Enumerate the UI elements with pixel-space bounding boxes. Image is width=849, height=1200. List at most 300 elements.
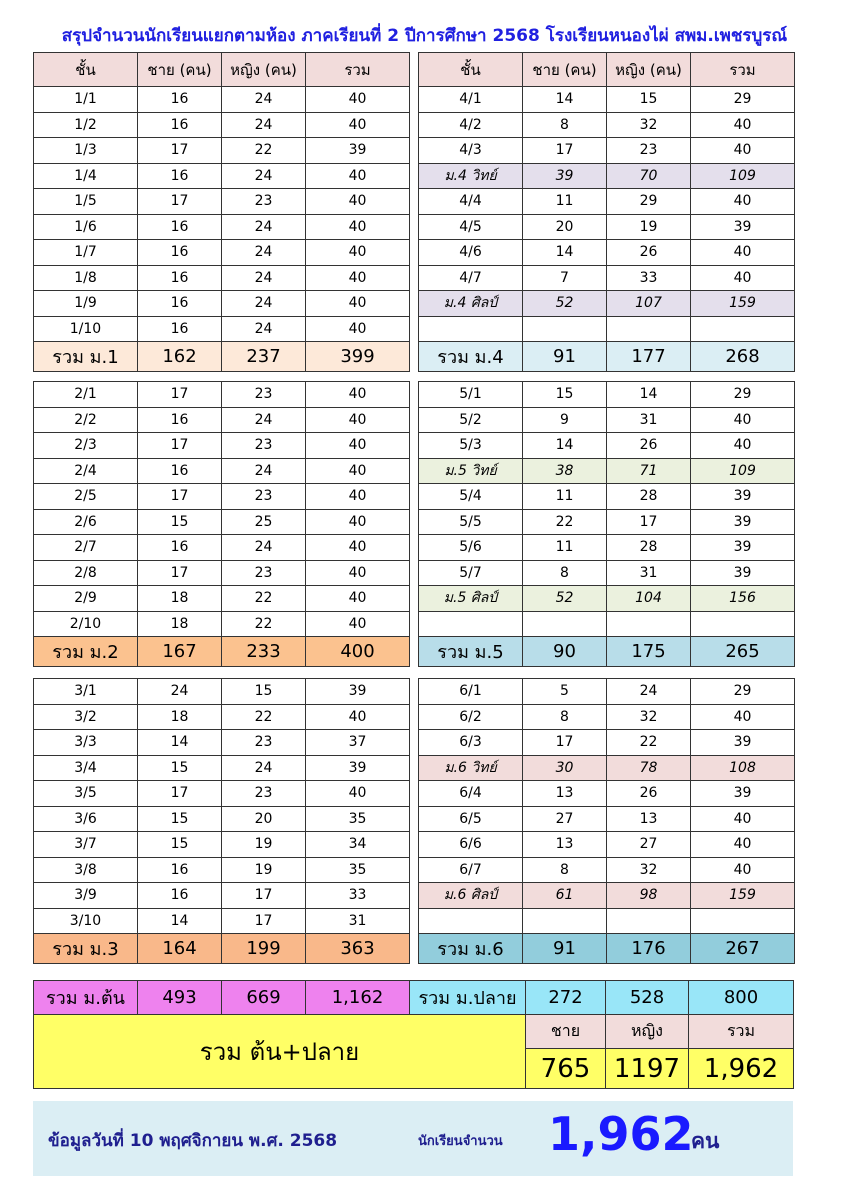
total-count-cell: 40 (306, 407, 410, 433)
class-name-cell: ม.5 ศิลป์ (419, 586, 523, 612)
male-count-cell: 18 (138, 586, 222, 612)
male-count-cell: 8 (523, 112, 607, 138)
grade-male-total: 90 (523, 637, 607, 667)
grade-total-row (34, 934, 410, 964)
female-count-cell: 32 (607, 112, 691, 138)
class-name-cell: 1/5 (34, 189, 138, 215)
male-count-cell: 16 (138, 163, 222, 189)
male-count-cell: 11 (523, 189, 607, 215)
male-count-cell: 14 (138, 908, 222, 934)
female-count-cell: 23 (222, 560, 306, 586)
male-count-cell: 17 (138, 138, 222, 164)
total-count-cell: 39 (306, 755, 410, 781)
class-row (34, 484, 410, 510)
grade-grand-total: 265 (691, 637, 795, 667)
class-row (34, 586, 410, 612)
female-count-cell: 17 (607, 509, 691, 535)
class-row (419, 908, 795, 934)
class-name-cell: 2/6 (34, 509, 138, 535)
class-row (34, 730, 410, 756)
class-row (34, 189, 410, 215)
class-name-cell: 4/2 (419, 112, 523, 138)
male-count-cell: 15 (138, 806, 222, 832)
class-name-cell (419, 611, 523, 637)
combined-header-row (34, 1015, 794, 1049)
combined-label: รวม ต้น+ปลาย (34, 1015, 526, 1089)
male-count-cell: 17 (523, 138, 607, 164)
class-row (34, 112, 410, 138)
class-row (34, 883, 410, 909)
female-count-cell: 24 (222, 316, 306, 342)
class-name-cell: 5/5 (419, 509, 523, 535)
class-name-cell: 6/1 (419, 679, 523, 705)
female-count-cell: 31 (607, 407, 691, 433)
total-count-cell: 40 (306, 704, 410, 730)
male-count-cell: 14 (523, 87, 607, 113)
male-count-cell: 17 (138, 560, 222, 586)
total-count-cell: 29 (691, 382, 795, 408)
class-name-cell: 3/3 (34, 730, 138, 756)
program-subtotal-row (419, 883, 795, 909)
female-count-cell: 22 (607, 730, 691, 756)
total-count-cell: 40 (691, 189, 795, 215)
female-count-cell: 23 (222, 730, 306, 756)
class-name-cell: ม.5 วิทย์ (419, 458, 523, 484)
class-row (34, 535, 410, 561)
total-count-cell: 40 (306, 87, 410, 113)
female-count-cell: 28 (607, 484, 691, 510)
male-count-cell: 16 (138, 214, 222, 240)
class-name-cell: 4/4 (419, 189, 523, 215)
class-row (34, 704, 410, 730)
total-count-cell: 40 (306, 458, 410, 484)
male-count-cell: 14 (523, 433, 607, 459)
combined-female-value: 1197 (606, 1049, 689, 1089)
female-count-cell: 29 (607, 189, 691, 215)
female-count-cell: 24 (222, 291, 306, 317)
class-name-cell: 3/7 (34, 832, 138, 858)
class-name-cell: 1/7 (34, 240, 138, 266)
total-count-cell (691, 908, 795, 934)
class-name-cell: 3/9 (34, 883, 138, 909)
combined-male-header: ชาย (526, 1015, 606, 1049)
male-count-cell: 16 (138, 265, 222, 291)
total-count-cell (691, 316, 795, 342)
female-count-cell: 15 (222, 679, 306, 705)
grade-male-total: 162 (138, 342, 222, 372)
grade-total-row (419, 934, 795, 964)
class-name-cell: 6/5 (419, 806, 523, 832)
female-count-cell (607, 316, 691, 342)
female-count-cell: 104 (607, 586, 691, 612)
class-row (34, 407, 410, 433)
total-count-cell: 40 (306, 240, 410, 266)
male-count-cell: 16 (138, 316, 222, 342)
total-count-cell: 34 (306, 832, 410, 858)
female-count-cell: 23 (222, 382, 306, 408)
class-name-cell (419, 908, 523, 934)
class-name-cell: 1/1 (34, 87, 138, 113)
male-count-cell: 52 (523, 586, 607, 612)
total-count-cell: 40 (691, 240, 795, 266)
column-header: รวม (306, 53, 410, 87)
grade-male-total: 167 (138, 637, 222, 667)
total-count-cell: 40 (691, 857, 795, 883)
class-name-cell: 5/1 (419, 382, 523, 408)
male-count-cell: 17 (138, 781, 222, 807)
female-count-cell: 26 (607, 781, 691, 807)
total-count-cell: 40 (306, 586, 410, 612)
female-count-cell: 107 (607, 291, 691, 317)
column-header: ชั้น (419, 53, 523, 87)
total-count-cell: 40 (306, 214, 410, 240)
column-header: รวม (691, 53, 795, 87)
total-count-cell: 31 (306, 908, 410, 934)
grade-male-total: 91 (523, 934, 607, 964)
class-row (34, 679, 410, 705)
class-row (419, 535, 795, 561)
grade-grand-total: 363 (306, 934, 410, 964)
class-row (34, 265, 410, 291)
grade-total-label: รวม ม.2 (34, 637, 138, 667)
total-count-cell: 109 (691, 163, 795, 189)
class-name-cell: ม.4 ศิลป์ (419, 291, 523, 317)
class-name-cell: 5/6 (419, 535, 523, 561)
class-table-m1 (33, 52, 410, 372)
data-date: ข้อมูลวันที่ 10 พฤศจิกายน พ.ศ. 2568 (48, 1131, 338, 1151)
class-name-cell: 5/2 (419, 407, 523, 433)
total-count-cell: 40 (306, 316, 410, 342)
lower-grand-total: 1,162 (306, 981, 410, 1015)
class-name-cell: 1/2 (34, 112, 138, 138)
female-count-cell: 23 (607, 138, 691, 164)
class-row (419, 112, 795, 138)
upper-grand-total: 800 (689, 981, 794, 1015)
grade-total-label: รวม ม.5 (419, 637, 523, 667)
class-name-cell: 4/1 (419, 87, 523, 113)
class-name-cell: 3/6 (34, 806, 138, 832)
total-count-cell: 39 (691, 509, 795, 535)
total-count-cell: 40 (306, 291, 410, 317)
total-count-cell: 39 (691, 560, 795, 586)
class-name-cell: 1/8 (34, 265, 138, 291)
female-count-cell: 17 (222, 908, 306, 934)
class-row (419, 189, 795, 215)
grade-total-label: รวม ม.6 (419, 934, 523, 964)
total-count-cell: 40 (691, 433, 795, 459)
female-count-cell: 70 (607, 163, 691, 189)
total-count-cell: 37 (306, 730, 410, 756)
grade-grand-total: 268 (691, 342, 795, 372)
male-count-cell: 17 (138, 484, 222, 510)
grade-female-total: 176 (607, 934, 691, 964)
class-row (34, 611, 410, 637)
male-count-cell: 24 (138, 679, 222, 705)
column-header: หญิง (คน) (607, 53, 691, 87)
class-row (419, 704, 795, 730)
female-count-cell: 24 (222, 214, 306, 240)
male-count-cell: 61 (523, 883, 607, 909)
class-row (419, 240, 795, 266)
grade-male-total: 164 (138, 934, 222, 964)
class-table-m3 (33, 678, 410, 964)
male-count-cell: 16 (138, 240, 222, 266)
male-count-cell: 16 (138, 535, 222, 561)
grade-female-total: 233 (222, 637, 306, 667)
female-count-cell: 19 (222, 857, 306, 883)
class-name-cell (419, 316, 523, 342)
class-name-cell: 3/10 (34, 908, 138, 934)
class-row (419, 560, 795, 586)
female-count-cell (607, 908, 691, 934)
total-count-cell: 40 (691, 112, 795, 138)
lower-total-label: รวม ม.ต้น (34, 981, 138, 1015)
class-row (419, 509, 795, 535)
class-row (34, 382, 410, 408)
class-name-cell: 2/1 (34, 382, 138, 408)
class-row (34, 433, 410, 459)
female-count-cell: 22 (222, 138, 306, 164)
header-row (419, 53, 795, 87)
total-count-cell: 29 (691, 679, 795, 705)
class-name-cell: 1/3 (34, 138, 138, 164)
grade-female-total: 175 (607, 637, 691, 667)
total-count-cell: 40 (691, 407, 795, 433)
female-count-cell: 19 (222, 832, 306, 858)
class-row (34, 163, 410, 189)
total-count-cell: 40 (306, 265, 410, 291)
class-row (419, 407, 795, 433)
class-name-cell: 5/3 (419, 433, 523, 459)
class-name-cell: 1/6 (34, 214, 138, 240)
combined-female-header: หญิง (606, 1015, 689, 1049)
female-count-cell: 24 (222, 112, 306, 138)
class-row (419, 87, 795, 113)
grade-male-total: 91 (523, 342, 607, 372)
class-table-m5 (418, 381, 795, 667)
male-count-cell: 7 (523, 265, 607, 291)
class-row (419, 781, 795, 807)
total-count-cell: 39 (691, 214, 795, 240)
program-subtotal-row (419, 458, 795, 484)
class-name-cell: 4/5 (419, 214, 523, 240)
female-count-cell: 24 (222, 458, 306, 484)
male-count-cell: 16 (138, 857, 222, 883)
male-count-cell: 16 (138, 112, 222, 138)
total-count-cell: 40 (306, 112, 410, 138)
class-row (419, 832, 795, 858)
total-count-cell: 40 (691, 704, 795, 730)
grade-grand-total: 267 (691, 934, 795, 964)
class-name-cell: 1/4 (34, 163, 138, 189)
female-count-cell: 22 (222, 611, 306, 637)
grade-grand-total: 399 (306, 342, 410, 372)
female-count-cell: 25 (222, 509, 306, 535)
class-row (419, 265, 795, 291)
combined-male-value: 765 (526, 1049, 606, 1089)
class-row (34, 908, 410, 934)
male-count-cell: 30 (523, 755, 607, 781)
male-count-cell: 16 (138, 87, 222, 113)
class-name-cell: 5/7 (419, 560, 523, 586)
class-name-cell: 2/3 (34, 433, 138, 459)
grade-total-row (34, 637, 410, 667)
male-count-cell: 18 (138, 704, 222, 730)
grade-female-total: 237 (222, 342, 306, 372)
total-count-cell: 40 (306, 560, 410, 586)
total-count-cell: 39 (691, 484, 795, 510)
female-count-cell: 20 (222, 806, 306, 832)
female-count-cell: 78 (607, 755, 691, 781)
program-subtotal-row (419, 163, 795, 189)
total-count-cell: 39 (306, 138, 410, 164)
male-count-cell: 15 (523, 382, 607, 408)
total-count-cell: 29 (691, 87, 795, 113)
total-count-cell: 39 (691, 535, 795, 561)
male-count-cell: 16 (138, 458, 222, 484)
male-count-cell: 14 (523, 240, 607, 266)
female-count-cell: 24 (222, 265, 306, 291)
class-name-cell: ม.4 วิทย์ (419, 163, 523, 189)
female-count-cell: 32 (607, 704, 691, 730)
program-subtotal-row (419, 586, 795, 612)
column-header: ชั้น (34, 53, 138, 87)
class-name-cell: 3/5 (34, 781, 138, 807)
class-name-cell: 4/6 (419, 240, 523, 266)
female-count-cell: 24 (222, 407, 306, 433)
class-name-cell: 2/7 (34, 535, 138, 561)
class-row (34, 87, 410, 113)
female-count-cell: 17 (222, 883, 306, 909)
male-count-cell: 8 (523, 857, 607, 883)
class-row (419, 138, 795, 164)
class-row (34, 458, 410, 484)
class-row (34, 857, 410, 883)
female-count-cell: 24 (222, 535, 306, 561)
class-row (34, 214, 410, 240)
class-name-cell: 6/3 (419, 730, 523, 756)
male-count-cell: 11 (523, 484, 607, 510)
female-count-cell: 19 (607, 214, 691, 240)
class-name-cell: 6/7 (419, 857, 523, 883)
class-name-cell: 3/8 (34, 857, 138, 883)
class-name-cell: 4/7 (419, 265, 523, 291)
female-count-cell: 22 (222, 586, 306, 612)
class-name-cell: 6/4 (419, 781, 523, 807)
total-count-cell: 35 (306, 806, 410, 832)
class-row (419, 484, 795, 510)
female-count-cell: 23 (222, 433, 306, 459)
male-count-cell: 16 (138, 291, 222, 317)
female-count-cell: 26 (607, 240, 691, 266)
female-count-cell: 31 (607, 560, 691, 586)
column-header: ชาย (คน) (523, 53, 607, 87)
column-header: หญิง (คน) (222, 53, 306, 87)
class-name-cell: 2/5 (34, 484, 138, 510)
male-count-cell: 15 (138, 509, 222, 535)
male-count-cell: 22 (523, 509, 607, 535)
total-count-cell: 39 (691, 730, 795, 756)
footer-banner (33, 1101, 793, 1176)
total-count-cell (691, 611, 795, 637)
class-name-cell: ม.6 วิทย์ (419, 755, 523, 781)
upper-male-total: 272 (526, 981, 606, 1015)
male-count-cell (523, 611, 607, 637)
total-count-cell: 40 (306, 433, 410, 459)
class-name-cell: 1/9 (34, 291, 138, 317)
grade-female-total: 177 (607, 342, 691, 372)
male-count-cell: 13 (523, 781, 607, 807)
male-count-cell: 20 (523, 214, 607, 240)
male-count-cell: 5 (523, 679, 607, 705)
class-row (34, 509, 410, 535)
female-count-cell: 26 (607, 433, 691, 459)
class-row (34, 560, 410, 586)
class-table-m6 (418, 678, 795, 964)
male-count-cell: 17 (523, 730, 607, 756)
class-name-cell: 3/2 (34, 704, 138, 730)
grade-total-row (419, 637, 795, 667)
class-name-cell: 3/4 (34, 755, 138, 781)
column-header: ชาย (คน) (138, 53, 222, 87)
grade-total-row (34, 342, 410, 372)
male-count-cell: 11 (523, 535, 607, 561)
male-count-cell: 14 (138, 730, 222, 756)
grade-female-total: 199 (222, 934, 306, 964)
class-name-cell: 2/8 (34, 560, 138, 586)
total-count-cell: 40 (691, 138, 795, 164)
total-count-cell: 109 (691, 458, 795, 484)
upper-total-label: รวม ม.ปลาย (410, 981, 526, 1015)
total-count-cell: 40 (691, 806, 795, 832)
female-count-cell: 27 (607, 832, 691, 858)
class-row (34, 806, 410, 832)
total-count-cell: 40 (691, 265, 795, 291)
header-row (34, 53, 410, 87)
male-count-cell: 16 (138, 407, 222, 433)
class-row (34, 832, 410, 858)
female-count-cell: 24 (607, 679, 691, 705)
male-count-cell: 17 (138, 382, 222, 408)
male-count-cell: 18 (138, 611, 222, 637)
class-name-cell: 2/2 (34, 407, 138, 433)
grade-total-row (419, 342, 795, 372)
male-count-cell: 38 (523, 458, 607, 484)
female-count-cell: 22 (222, 704, 306, 730)
class-table-m2 (33, 381, 410, 667)
total-count-cell: 33 (306, 883, 410, 909)
class-row (419, 214, 795, 240)
class-name-cell: 2/9 (34, 586, 138, 612)
female-count-cell (607, 611, 691, 637)
page-title: สรุปจำนวนนักเรียนแยกตามห้อง ภาคเรียนที่ 2 ปีการศึกษา 2568 โรงเรียนหนองไผ่ สพม.เพชรบูรณ์ (61, 26, 788, 46)
female-count-cell: 32 (607, 857, 691, 883)
class-row (34, 781, 410, 807)
male-count-cell (523, 908, 607, 934)
class-name-cell: 2/4 (34, 458, 138, 484)
female-count-cell: 23 (222, 189, 306, 215)
male-count-cell: 17 (138, 433, 222, 459)
student-count-unit: คน (691, 1129, 720, 1153)
lower-female-total: 669 (222, 981, 306, 1015)
male-count-cell: 39 (523, 163, 607, 189)
class-name-cell: 3/1 (34, 679, 138, 705)
male-count-cell: 15 (138, 832, 222, 858)
grand-total-section (33, 980, 793, 1088)
total-count-cell: 40 (691, 832, 795, 858)
male-count-cell (523, 316, 607, 342)
class-row (34, 240, 410, 266)
